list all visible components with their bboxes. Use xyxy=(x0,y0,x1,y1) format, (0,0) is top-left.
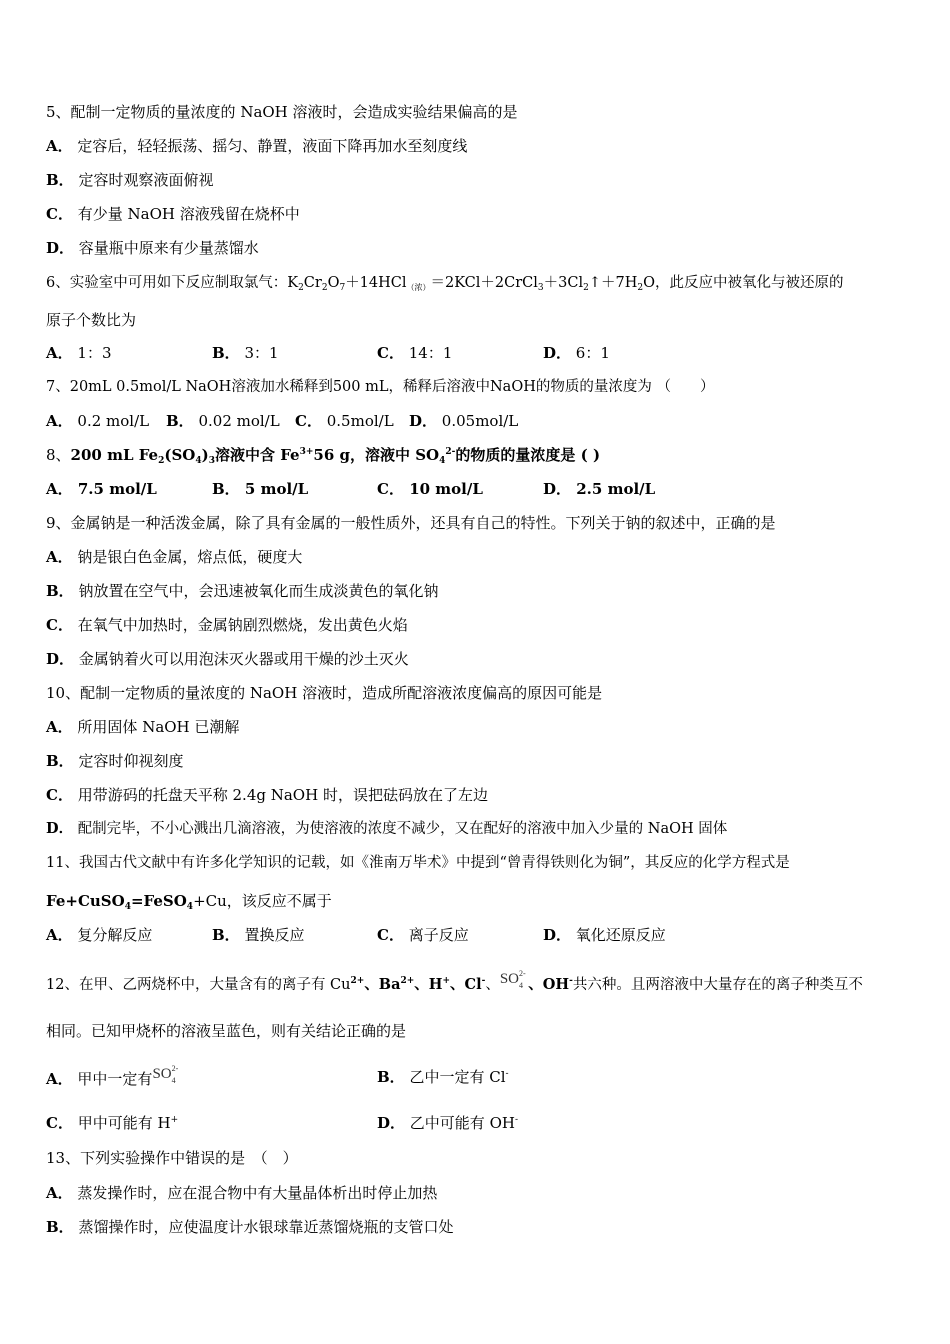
q12-option-b: B． 乙中一定有 Cl- xyxy=(377,1068,509,1086)
q8-option-c: C． 10 mol/L xyxy=(377,480,483,498)
q5-option-b: B． 定容时观察液面俯视 xyxy=(46,171,214,189)
q6-option-d: D． 6：1 xyxy=(543,344,610,362)
q11-equation: Fe+CuSO$_4$=FeSO$_4$+Cu，该反应不属于 xyxy=(46,892,332,912)
q5-option-c: C． 有少量 NaOH 溶液残留在烧杯中 xyxy=(46,205,300,223)
q10-stem: 10、配制一定物质的量浓度的 NaOH 溶液时，造成所配溶液浓度偏高的原因可能是 xyxy=(46,684,603,702)
q5-option-d: D． 容量瓶中原来有少量蒸馏水 xyxy=(46,239,259,257)
q10-option-c: C． 用带游码的托盘天平称 2.4g NaOH 时，误把砝码放在了左边 xyxy=(46,786,488,804)
q6-stem-line2: 原子个数比为 xyxy=(46,311,137,329)
q13-option-a: A． 蒸发操作时，应在混合物中有大量晶体析出时停止加热 xyxy=(46,1184,438,1202)
q6-stem: 6、实验室中可用如下反应制取氯气：$K_2Cr_2O_7+14HCl_{(浓)}=2KCl+2CrCl_3+3Cl_2↑+7H_2O$，此反应中被氧化与被还原的 xyxy=(46,275,844,293)
q8-option-d: D． 2.5 mol/L xyxy=(543,480,656,498)
sulfate-ion-formula: SO 2- 4 xyxy=(499,969,526,990)
q5-option-a: A． 定容后，轻轻振荡、摇匀、静置，液面下降再加水至刻度线 xyxy=(46,137,468,155)
q6-option-c: C． 14：1 xyxy=(377,344,453,362)
q9-option-c: C． 在氧气中加热时，金属钠剧烈燃烧，发出黄色火焰 xyxy=(46,616,408,634)
sulfate-ion-formula: SO 2- 4 xyxy=(152,1064,179,1085)
q7-stem: 7、20mL 0.5mol/L NaOH溶液加水稀释到500 mL，稀释后溶液中NaOH的物质的量浓度为 （ ） xyxy=(46,379,715,395)
q5-stem: 5、配制一定物质的量浓度的 NaOH 溶液时，会造成实验结果偏高的是 xyxy=(46,103,518,121)
q12-stem: 12、在甲、乙两烧杯中，大量含有的离子有 $Cu^{2+}$、$Ba^{2+}$、H+、Cl-、SO 2- 4 、OH-共六种。且两溶液中大量存在的离子种类互不 xyxy=(46,969,863,993)
q7-option-b: B． 0.02 mol/L xyxy=(166,412,280,430)
q11-stem: 11、我国古代文献中有许多化学知识的记载，如《淮南万毕术》中提到“曾青得铁则化为铜”，其反应的化学方程式是 xyxy=(46,855,790,871)
q8-option-a: A． 7.5 mol/L xyxy=(46,480,157,498)
q9-option-b: B． 钠放置在空气中，会迅速被氧化而生成淡黄色的氧化钠 xyxy=(46,582,439,600)
q7-option-c: C． 0.5mol/L xyxy=(295,412,394,430)
q10-option-b: B． 定容时仰视刻度 xyxy=(46,752,184,770)
q11-option-d: D． 氧化还原反应 xyxy=(543,926,666,944)
q10-option-a: A． 所用固体 NaOH 已潮解 xyxy=(46,718,240,736)
q8-option-b: B． 5 mol/L xyxy=(212,480,309,498)
q7-option-a: A． 0.2 mol/L xyxy=(46,412,150,430)
q13-option-b: B． 蒸馏操作时，应使温度计水银球靠近蒸馏烧瓶的支管口处 xyxy=(46,1218,454,1236)
q9-stem: 9、金属钠是一种活泼金属，除了具有金属的一般性质外，还具有自己的特性。下列关于钠的叙述中，正确的是 xyxy=(46,514,776,532)
q11-option-a: A． 复分解反应 xyxy=(46,926,153,944)
q10-option-d: D． 配制完毕，不小心溅出几滴溶液，为使溶液的浓度不减少，又在配好的溶液中加入少量的 NaOH 固体 xyxy=(46,820,728,837)
q12-option-a: A． 甲中一定有SO 2- 4 xyxy=(46,1064,179,1088)
q8-stem: 8、200 mL $Fe_2(SO_4)_3$溶液中含 $Fe^{3+}56$ g，溶液中 $SO_4^{2-}$的物质的量浓度是 ( ) xyxy=(46,446,601,466)
q9-option-d: D． 金属钠着火可以用泡沫灭火器或用干燥的沙土灭火 xyxy=(46,650,409,668)
q12-option-c: C． 甲中可能有 H+ xyxy=(46,1114,179,1132)
q6-option-b: B． 3：1 xyxy=(212,344,279,362)
q12-stem-line2: 相同。已知甲烧杯的溶液呈蓝色，则有关结论正确的是 xyxy=(46,1022,407,1040)
q11-option-c: C． 离子反应 xyxy=(377,926,469,944)
q6-option-a: A． 1：3 xyxy=(46,344,112,362)
q12-option-d: D． 乙中可能有 OH- xyxy=(377,1114,518,1132)
q11-option-b: B． 置换反应 xyxy=(212,926,305,944)
q7-option-d: D． 0.05mol/L xyxy=(409,412,519,430)
q9-option-a: A． 钠是银白色金属，熔点低，硬度大 xyxy=(46,548,303,566)
q13-stem: 13、下列实验操作中错误的是 （ ） xyxy=(46,1149,298,1167)
